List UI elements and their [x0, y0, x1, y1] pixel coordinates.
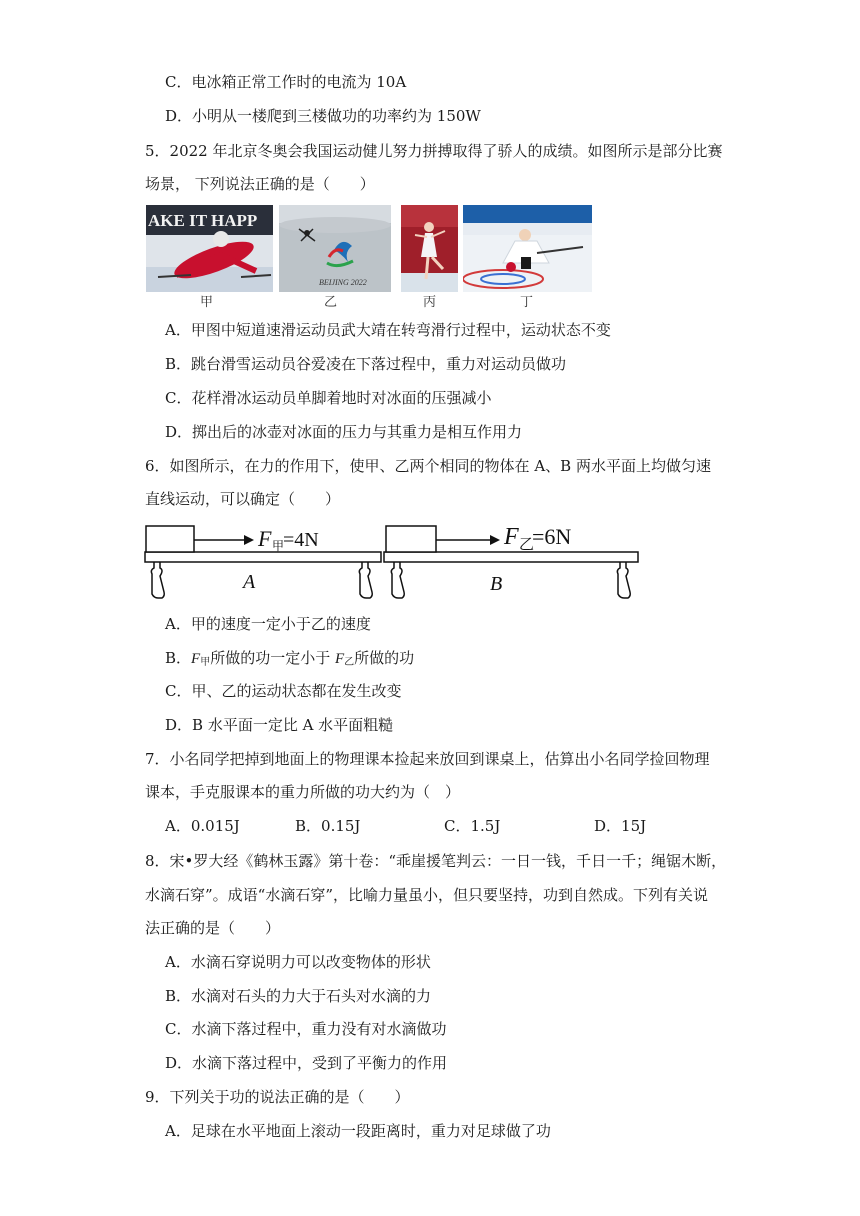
q5-stem-line2: 场景， 下列说法正确的是（ ）: [145, 175, 375, 193]
q4-option-d: D．小明从一楼爬到三楼做功的功率约为 150W: [165, 107, 481, 125]
q5-stem-line1: 5．2022 年北京冬奥会我国运动健儿努力拼搏取得了骄人的成绩。如图所示是部分比赛: [145, 142, 723, 160]
q5-option-d: D．掷出后的冰壶对冰面的压力与其重力是相互作用力: [165, 423, 523, 441]
banner-text: AKE IT HAPP: [148, 211, 258, 230]
caption-yi: 乙: [324, 295, 338, 310]
caption-bing: 丙: [423, 295, 437, 310]
q5-option-c: C．花样滑冰运动员单脚着地时对冰面的压强减小: [165, 389, 492, 407]
photo-ding-curling: [463, 205, 592, 292]
photo-yi-ski-jump: [279, 205, 391, 292]
q6-option-a: A．甲的速度一定小于乙的速度: [165, 615, 371, 633]
q7-option-c: C．1.5J: [444, 817, 501, 835]
q8-option-b: B．水滴对石头的力大于石头对水滴的力: [165, 987, 432, 1005]
q6-option-d: D．B 水平面一定比 A 水平面粗糙: [165, 716, 394, 734]
table-leg-a-left: [151, 562, 164, 598]
table-leg-b-right: [617, 562, 630, 598]
q8-stem-line3: 法正确的是（ ）: [145, 919, 281, 937]
q6-option-c: C．甲、乙的运动状态都在发生改变: [165, 682, 402, 700]
caption-jia: 甲: [200, 295, 214, 310]
q6-option-b-sub2: 乙: [344, 657, 355, 668]
force-letter-a: F: [258, 526, 272, 551]
q6-stem-line1: 6．如图所示，在力的作用下，使甲、乙两个相同的物体在 A、B 两水平面上均做匀速: [145, 457, 711, 475]
q8-stem-line1: 8．宋•罗大经《鹤林玉露》第十卷：“乖崖援笔判云：一日一钱，千日一千；绳锯木断，: [145, 852, 727, 870]
q9-option-a: A．足球在水平地面上滚动一段距离时，重力对足球做了功: [165, 1122, 551, 1140]
q7-option-b: B．0.15J: [295, 817, 361, 835]
q7-option-a: A．0.015J: [165, 817, 240, 835]
q6-option-b-f1: F: [191, 651, 201, 667]
photo-jia-speed-skater: [146, 205, 273, 292]
q6-option-b-prefix: B．: [165, 649, 192, 667]
q8-option-a: A．水滴石穿说明力可以改变物体的形状: [165, 953, 431, 971]
surface-label-b: B: [490, 573, 503, 595]
q5-option-b: B．跳台滑雪运动员谷爱凌在下落过程中，重力对运动员做功: [165, 355, 567, 373]
q6-stem-line2: 直线运动，可以确定（ ）: [145, 490, 341, 508]
table-leg-a-right: [359, 562, 372, 598]
beijing-2022-text: BEIJING 2022: [319, 278, 367, 287]
q7-stem-line1: 7．小名同学把掉到地面上的物理课本捡起来放回到课桌上，估算出小名同学捡回物理: [145, 750, 710, 768]
q8-stem-line2: 水滴石穿”。成语“水滴石穿”，比喻力量虽小，但只要坚持，功到自然成。下列有关说: [145, 886, 709, 904]
force-arrow-a: [244, 535, 254, 545]
q5-option-a: A．甲图中短道速滑运动员武大靖在转弯滑行过程中，运动状态不变: [165, 321, 611, 339]
surface-a: [145, 552, 381, 562]
table-leg-b-left: [391, 562, 404, 598]
q6-option-b-mid: 所做的功一定小于: [210, 649, 335, 667]
q8-option-d: D．水滴下落过程中，受到了平衡力的作用: [165, 1054, 448, 1072]
force-arrow-b: [490, 535, 500, 545]
q7-stem-line2: 课本，手克服课本的重力所做的功大约为（ ）: [145, 783, 461, 801]
q6-option-b-f2: F: [334, 651, 345, 667]
force-letter-b: F: [504, 524, 519, 550]
q6-force-diagram: [140, 518, 650, 606]
q7-option-d: D．15J: [594, 817, 647, 835]
photo-bing-figure-skater: [401, 205, 458, 292]
force-value-b: =6N: [532, 524, 572, 549]
q9-stem: 9．下列关于功的说法正确的是（ ）: [145, 1088, 410, 1106]
force-value-a: =4N: [283, 529, 319, 551]
q4-option-c: C．电冰箱正常工作时的电流为 10A: [165, 73, 407, 91]
block-jia: [146, 526, 194, 552]
block-yi: [386, 526, 436, 552]
force-sub-a: 甲: [272, 539, 285, 553]
surface-b: [384, 552, 638, 562]
force-sub-b: 乙: [519, 537, 535, 553]
q8-option-c: C．水滴下落过程中，重力没有对水滴做功: [165, 1020, 447, 1038]
caption-ding: 丁: [520, 295, 534, 310]
q6-option-b-sub1: 甲: [200, 657, 211, 668]
surface-label-a: A: [243, 571, 256, 593]
q6-option-b: [165, 648, 414, 673]
q6-option-b-post: 所做的功: [354, 649, 415, 667]
